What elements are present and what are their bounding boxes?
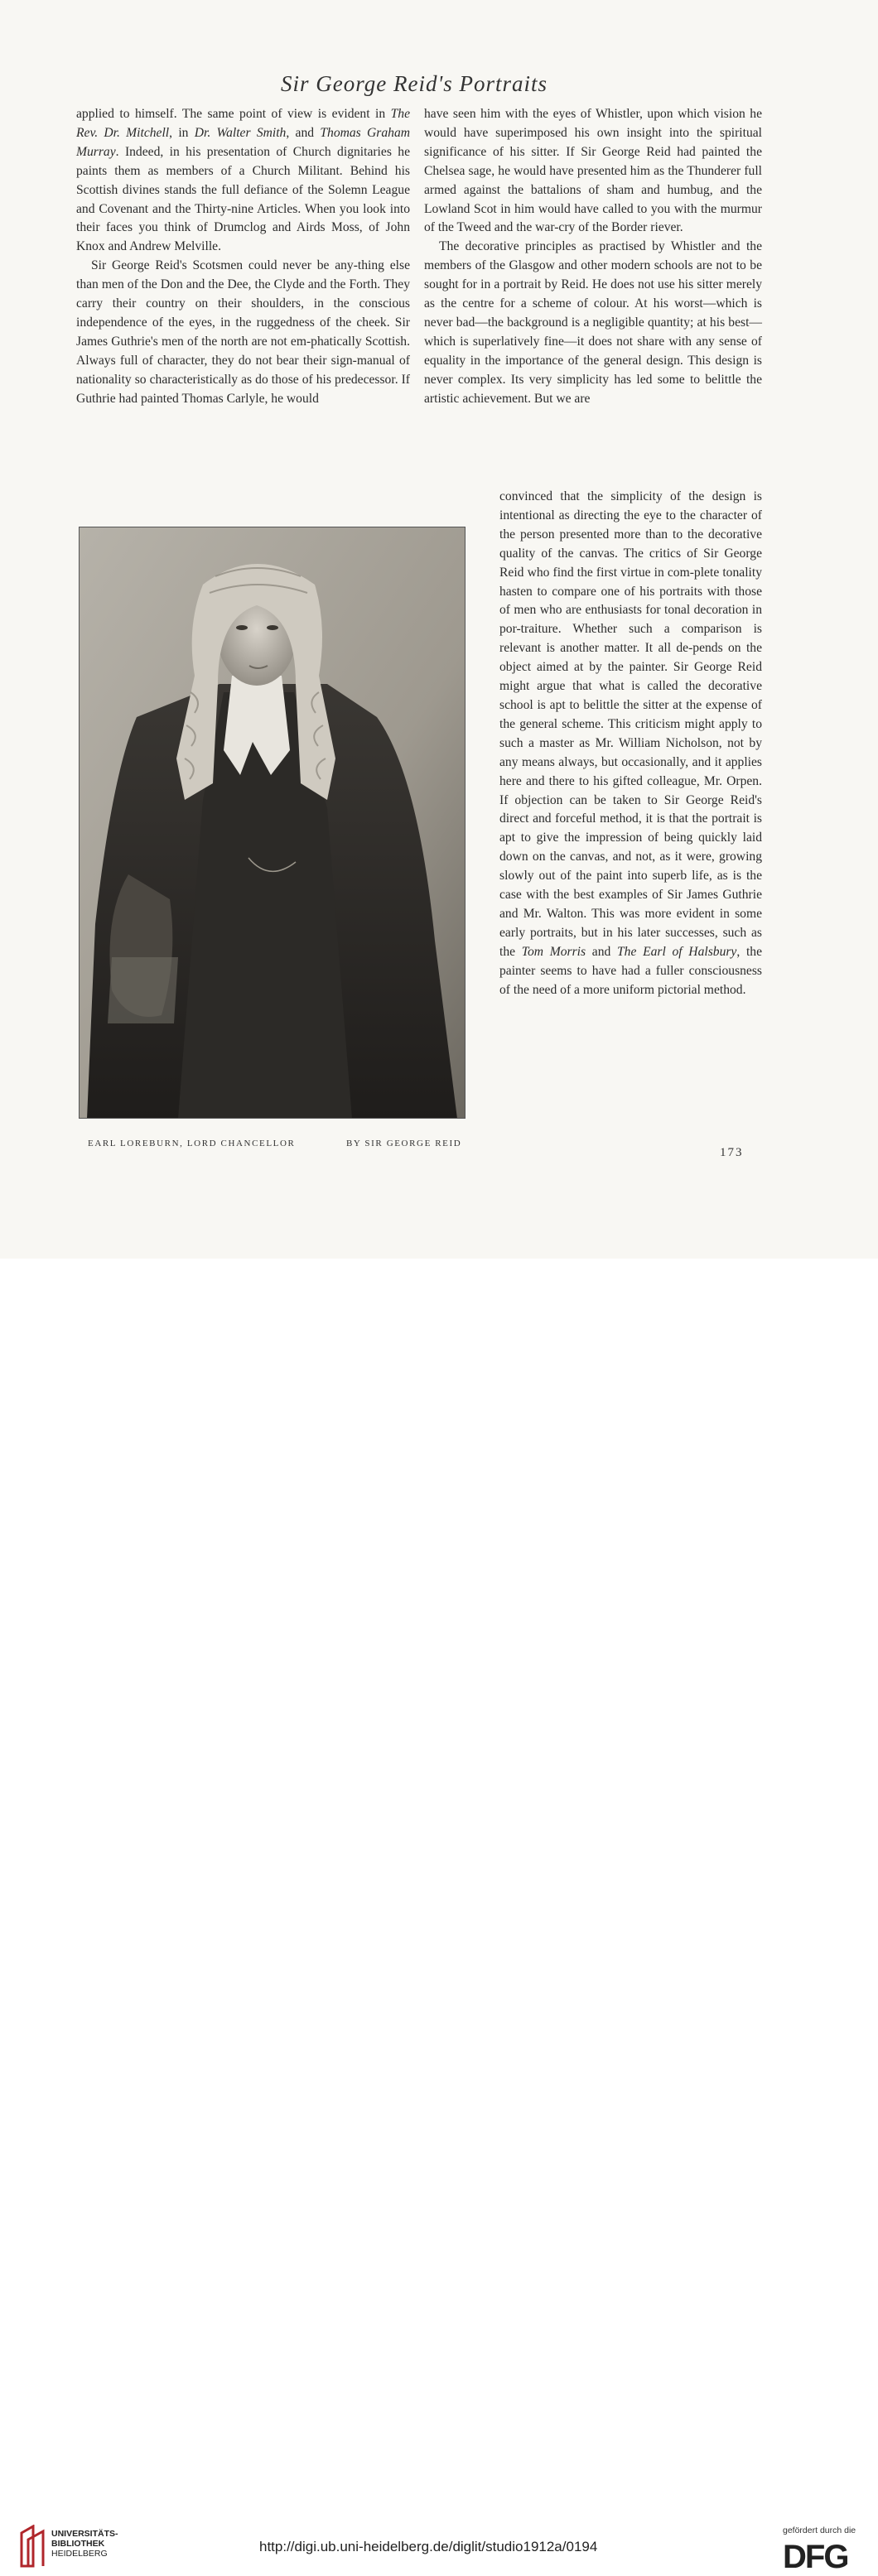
running-head: Sir George Reid's Portraits [280,71,548,96]
italic-title: Thomas Graham Murray [76,125,411,159]
figure-credit: BY SIR GEORGE REID [346,1139,462,1148]
paragraph: convinced that the simplicity of the design is intentional as directing the eye to the character of the person presented more than to the decorative quality of the canvas. The critics of Sir George Reid who find the first virtue in com-plete tonality hasten to compare one of his portraits with those of men who are enthusiasts for tonal decoration in por-traiture. Whether such a comparison is relevant is another matter. It all de-pends on the object aimed at by the painter. Sir George Reid might argue that what is called the decorative school is apt to belittle the sitter at the expense of the general scheme. This criticism might apply to such a master as Mr. William Nicholson, not by any means always, but occasionally, and it applies here and there to his gifted colleague, Mr. Orpen. If objection can be taken to Sir George Reid's direct and forceful method, it is that the portrait is apt to give the impression of being quickly laid down on the canvas, and not, as it were, growing slowly out of the paint into superb life, as is the case with the best examples of Sir James Guthrie and Mr. Walton. This was more evident in some early portraits, but in his later successes, such as the Tom Morris and The Earl of Halsbury, the painter seems to have had a fuller consciousness of the need of a more uniform pictorial method. [499,489,763,997]
library-logo-icon [18,2525,48,2568]
paragraph: Sir George Reid's Scotsmen could never be any-thing else than men of the Don and the Dee, the Clyde and the Forth. They carry their country on their shoulders, in the conscious independence of the eyes, in the ruggedness of the cheek. Sir James Guthrie's men of the north are not em-phatically Scottish. Always full of character, they do not bear their sign-manual of nationality so characteristically as do those of his predecessor. If Guthrie had painted Thomas Carlyle, he would [76,258,410,406]
text-column-right-narrow [499,488,762,999]
funded-by-label: gefördert durch die [783,2525,856,2535]
source-url-link[interactable]: http://digi.ub.uni-heidelberg.de/diglit/studio1912a/0194 [259,2539,598,2554]
text-column-right [424,105,762,409]
footer-bar [0,1259,878,2575]
paragraph: have seen him with the eyes of Whistler, upon which vision he would have superimposed his own insight into the spiritual significance of his sitter. If Sir George Reid had painted the Chelsea sage, he would have presented him as the Thunderer full armed against the battalions of sham and humbug, and the Lowland Scot in him would have called to you with the murmur of the Tweed and the war-cry of the Border riever. [424,107,762,235]
dfg-logo: DFG [783,2539,848,2575]
page-number: 173 [720,1146,744,1159]
italic-title: Tom Morris [521,944,586,959]
page-scan [0,0,878,1259]
italic-title: Dr. Walter Smith [194,125,287,140]
figure-caption: EARL LOREBURN, LORD CHANCELLOR [88,1139,296,1148]
library-name: UNIVERSITÄTS- BIBLIOTHEK HEIDELBERG [51,2529,118,2559]
italic-title: The Earl of Halsbury [616,944,737,959]
portrait-illustration [79,527,466,1119]
text-column-left [76,105,410,409]
portrait-plate [79,527,466,1119]
italic-title: The Rev. Dr. Mitchell [76,107,410,140]
paragraph: The decorative principles as practised by Whistler and the members of the Glasgow and other modern schools are not to be sought for in a portrait by Reid. He does not use his sitter merely as the centre for a scheme of colour. At his worst—which is never bad—the background is a negligible quantity; at his best—which is superlatively fine—it does not share with any sense of equality in the importance of the general design. This design is never complex. Its very simplicity has led some to belittle the artistic achievement. But we are [424,239,762,406]
paragraph: applied to himself. The same point of view is evident in The Rev. Dr. Mitchell, in Dr. Walter Smith, and Thomas Graham Murray. Indeed, in his presentation of Church dignitaries he paints them as members of a Church Militant. Behind his Scottish divines stands the full defiance of the Solemn League and Covenant and the Thirty-nine Articles. When you look into their faces you think of Drumclog and Airds Moss, of John Knox and Andrew Melville. [76,107,411,254]
